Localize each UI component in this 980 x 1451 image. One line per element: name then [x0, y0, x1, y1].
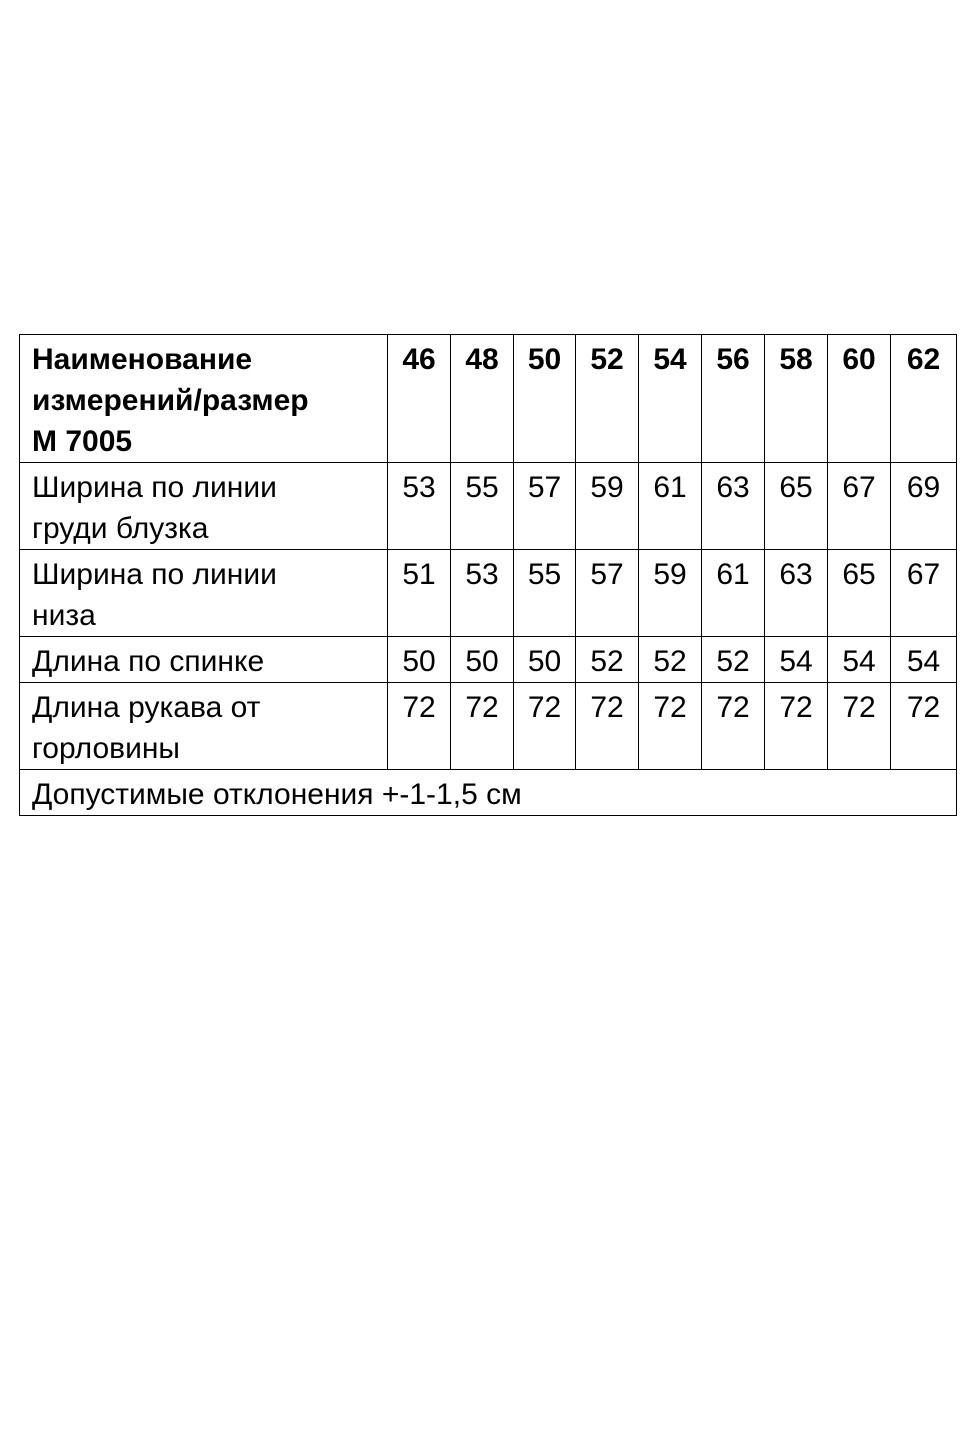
value-cell: 54	[891, 637, 957, 683]
size-header-cell: 46	[388, 335, 451, 463]
value-cell: 72	[576, 683, 639, 770]
value-cell: 53	[388, 463, 451, 550]
value-cell: 67	[828, 463, 891, 550]
value-cell: 59	[639, 550, 702, 637]
value-cell: 72	[639, 683, 702, 770]
value-cell: 50	[451, 637, 514, 683]
size-header-cell: 54	[639, 335, 702, 463]
value-cell: 65	[828, 550, 891, 637]
value-cell: 72	[891, 683, 957, 770]
value-cell: 67	[891, 550, 957, 637]
value-cell: 52	[576, 637, 639, 683]
value-cell: 54	[765, 637, 828, 683]
header-name-line: измерений/размер	[32, 384, 309, 417]
measurement-name-line: низа	[32, 599, 96, 632]
measurement-name-line: груди блузка	[32, 512, 209, 545]
header-row	[20, 335, 957, 463]
measurement-name-line: горловины	[32, 732, 180, 765]
table-row	[20, 637, 957, 683]
size-header-cell: 60	[828, 335, 891, 463]
value-cell: 59	[576, 463, 639, 550]
measurement-name-line: Ширина по линии	[32, 558, 277, 591]
value-cell: 72	[514, 683, 576, 770]
note-row	[20, 770, 957, 816]
measurement-name-line: Длина по спинке	[32, 645, 265, 678]
table-row	[20, 463, 957, 550]
value-cell: 54	[828, 637, 891, 683]
value-cell: 72	[828, 683, 891, 770]
value-cell: 61	[639, 463, 702, 550]
value-cell: 63	[702, 463, 765, 550]
size-header-cell: 52	[576, 335, 639, 463]
value-cell: 63	[765, 550, 828, 637]
measurement-name-line: Длина рукава от	[32, 691, 261, 724]
value-cell: 69	[891, 463, 957, 550]
value-cell: 65	[765, 463, 828, 550]
value-cell: 52	[702, 637, 765, 683]
value-cell: 61	[702, 550, 765, 637]
value-cell: 50	[388, 637, 451, 683]
header-name-cell	[20, 335, 388, 463]
value-cell: 72	[388, 683, 451, 770]
header-name-line: М 7005	[32, 425, 133, 458]
size-header-cell: 48	[451, 335, 514, 463]
size-header-cell: 58	[765, 335, 828, 463]
table-row	[20, 683, 957, 770]
tolerance-note: Допустимые отклонения +-1-1,5 см	[20, 770, 957, 816]
value-cell: 57	[576, 550, 639, 637]
header-name-line: Наименование	[32, 343, 253, 376]
size-chart-table	[19, 334, 957, 816]
value-cell: 52	[639, 637, 702, 683]
size-header-cell: 62	[891, 335, 957, 463]
measurement-name-cell	[20, 463, 388, 550]
value-cell: 51	[388, 550, 451, 637]
value-cell: 72	[765, 683, 828, 770]
value-cell: 50	[514, 637, 576, 683]
value-cell: 55	[451, 463, 514, 550]
value-cell: 72	[702, 683, 765, 770]
size-header-cell: 56	[702, 335, 765, 463]
value-cell: 55	[514, 550, 576, 637]
value-cell: 72	[451, 683, 514, 770]
measurement-name-line: Ширина по линии	[32, 471, 277, 504]
size-header-cell: 50	[514, 335, 576, 463]
measurement-name-cell	[20, 550, 388, 637]
measurement-name-cell	[20, 683, 388, 770]
value-cell: 53	[451, 550, 514, 637]
value-cell: 57	[514, 463, 576, 550]
table-row	[20, 550, 957, 637]
measurement-name-cell	[20, 637, 388, 683]
